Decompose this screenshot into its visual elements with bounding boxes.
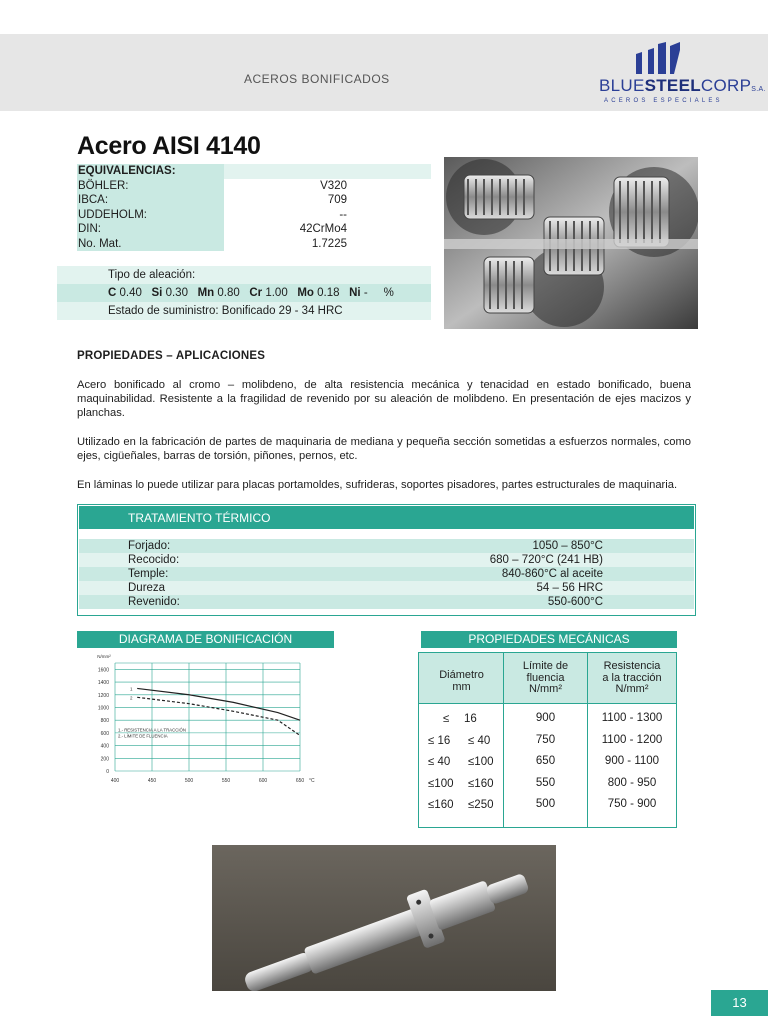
brand-name: BLUESTEELCORPS.A. [599, 76, 766, 95]
bonificacion-chart [85, 650, 325, 790]
series-label: 1 [129, 686, 133, 692]
x-tick-label: 500 [184, 778, 194, 784]
estado-suministro: Estado de suministro: Bonificado 29 - 34 HRC [57, 302, 431, 320]
col-traccion-header: Resistencia a la tracción N/mm² [602, 660, 662, 695]
y-tick-label: 1600 [97, 667, 109, 674]
col-diametro-header: Diámetro mm [439, 669, 484, 693]
y-tick-label: 600 [100, 730, 109, 737]
tt-value: 680 – 720°C (241 HB) [489, 554, 603, 566]
legend-entry: 1.- RESISTENCIA A LA TRACCIÓN [118, 727, 186, 733]
propiedades-heading: PROPIEDADES – APLICACIONES [77, 350, 266, 362]
row-diam-max: 16 [464, 713, 477, 725]
row-fluencia: 650 [535, 755, 556, 767]
eq-value: 1.7225 [311, 237, 347, 250]
row-diam-min: ≤ 40 [428, 756, 451, 768]
page-number: 13 [711, 990, 768, 1016]
row-traccion: 800 - 950 [607, 777, 657, 789]
row-traccion: 1100 - 1300 [601, 712, 663, 724]
aleacion-label: Tipo de aleación: [57, 266, 431, 284]
eq-label: DIN: [77, 222, 224, 237]
brand-tagline: ACEROS ESPECIALES [604, 98, 723, 104]
x-tick-label: 600 [258, 778, 268, 784]
row-fluencia: 500 [535, 798, 556, 810]
x-tick-label: 650 [295, 778, 305, 784]
row-diam-min: ≤100 [428, 778, 454, 790]
row-diam-min: ≤ [443, 713, 450, 725]
row-fluencia: 750 [535, 734, 556, 746]
eq-value: 709 [327, 194, 347, 206]
x-axis-unit-label: °C [309, 778, 315, 784]
row-diam-max: ≤ 40 [468, 735, 491, 747]
row-traccion: 750 - 900 [607, 798, 657, 810]
y-tick-label: 1400 [97, 680, 109, 687]
aleacion-composition: C 0.40 Si 0.30 Mn 0.80 Cr 1.00 Mo 0.18 Ni - % [57, 284, 431, 302]
row-diam-max: ≤100 [468, 756, 494, 768]
eq-value: -- [339, 208, 347, 221]
equivalencias-heading: EQUIVALENCIAS: [78, 165, 176, 177]
x-tick-label: 450 [147, 778, 157, 784]
tt-label: Temple: [128, 568, 169, 580]
tt-label: Dureza [128, 582, 166, 594]
legend-entry: 2.- LÍMITE DE FLUENCIA [118, 733, 168, 739]
eq-value: 42CrMo4 [299, 223, 347, 235]
series-line-1 [137, 688, 300, 720]
x-tick-label: 400 [110, 778, 120, 784]
eq-label: UDDEHOLM: [77, 208, 224, 223]
gears-photo [444, 157, 698, 329]
diagrama-heading: DIAGRAMA DE BONIFICACIÓN [77, 631, 334, 648]
tt-value: 550-600°C [547, 596, 603, 608]
eq-value: V320 [320, 179, 347, 192]
y-tick-label: 800 [100, 718, 109, 725]
propiedades-paragraph-2: Utilizado en la fabricación de partes de maquinaria de mediana y pequeña sección sometidas a esfuerzos normales, como ejes, cigüeñales, barras de torsión, piñones, pernos, etc. [77, 436, 691, 462]
table-divider [419, 703, 676, 704]
tt-label: Forjado: [128, 540, 171, 552]
y-tick-label: 1000 [97, 705, 109, 712]
tt-label: Recocido: [128, 554, 180, 566]
shaft-photo [212, 845, 556, 991]
brand-logo-icon [632, 40, 688, 74]
tt-value: 1050 – 850°C [532, 540, 603, 552]
row-diam-max: ≤160 [468, 778, 494, 790]
row-diam-min: ≤160 [428, 799, 454, 811]
row-traccion: 900 - 1100 [604, 755, 660, 767]
y-axis-unit-label: N/mm² [97, 654, 111, 659]
tratamiento-heading: TRATAMIENTO TÉRMICO [128, 511, 271, 525]
eq-label: IBCA: [77, 193, 224, 208]
row-diam-max: ≤250 [468, 799, 494, 811]
tt-label: Revenido: [128, 596, 180, 608]
y-tick-label: 0 [106, 769, 109, 775]
row-fluencia: 550 [535, 777, 556, 789]
row-diam-min: ≤ 16 [428, 735, 451, 747]
equivalencias-table [77, 164, 431, 251]
y-tick-label: 400 [100, 743, 109, 750]
page-title: Acero AISI 4140 [77, 132, 261, 160]
col-fluencia-header: Límite de fluencia N/mm² [522, 660, 569, 695]
propiedades-paragraph-1: Acero bonificado al cromo – molibdeno, de alta resistencia mecánica y tenacidad en estado bonificado, buena maquinabilidad. Resistente a la fragilidad de revenido por su aleación de molibdeno. En presentación de ejes macizos y planchas. [77, 379, 691, 419]
section-title: ACEROS BONIFICADOS [244, 72, 390, 86]
eq-label: BÖHLER: [77, 179, 224, 194]
y-tick-label: 200 [100, 756, 109, 763]
row-fluencia: 900 [535, 712, 556, 724]
aleacion-box [57, 266, 431, 320]
eq-label: No. Mat. [77, 237, 224, 252]
tt-value: 840-860°C al aceite [501, 568, 603, 580]
propiedades-paragraph-3: En láminas lo puede utilizar para placas portamoldes, sufrideras, soportes pisadores, partes estructurales de maquinaria. [77, 479, 678, 491]
mecanicas-heading: PROPIEDADES MECÁNICAS [421, 631, 677, 648]
row-traccion: 1100 - 1200 [601, 734, 663, 746]
tt-value: 54 – 56 HRC [536, 582, 603, 594]
y-tick-label: 1200 [97, 692, 109, 699]
tratamiento-rows [79, 539, 694, 609]
x-tick-label: 550 [221, 778, 231, 784]
series-label: 2 [129, 695, 133, 701]
